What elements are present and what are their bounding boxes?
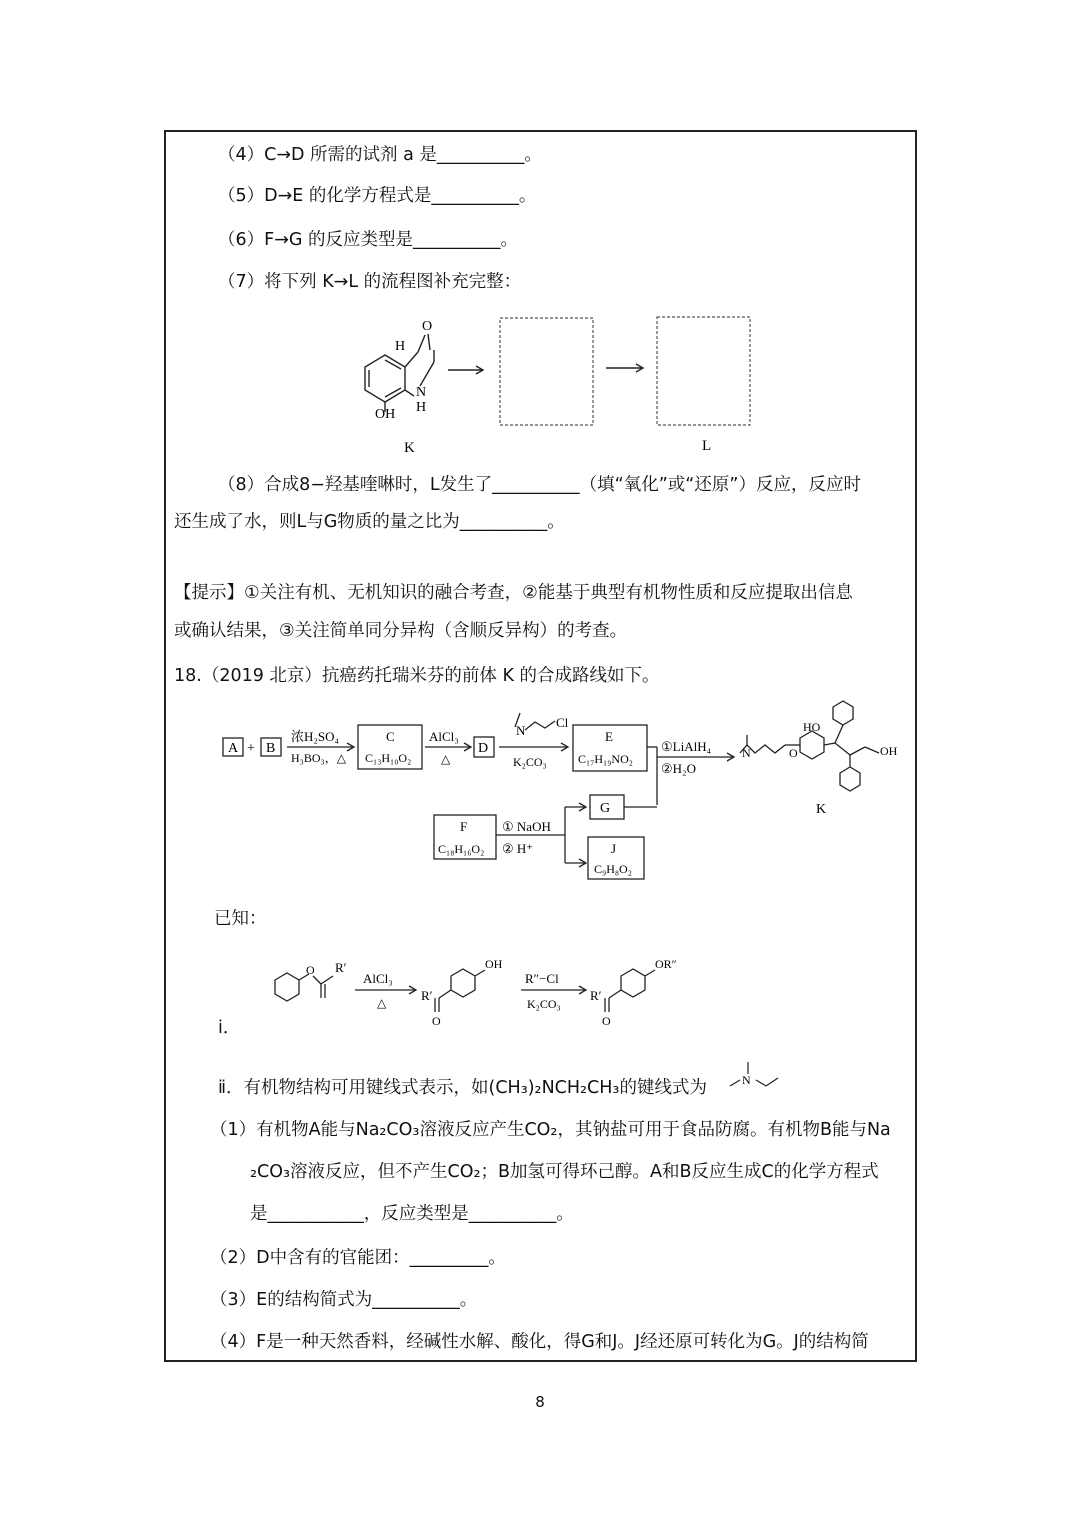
k-atom-n: N xyxy=(416,385,427,400)
known-ii: ⅱ．有机物结构可用键线式表示，如(CH₃)₂NCH₂CH₃的键线式为 xyxy=(218,1078,707,1098)
ki-oh: OH xyxy=(485,957,503,971)
page-number: 8 xyxy=(535,1393,545,1411)
ki-r2: R′ xyxy=(421,988,433,1003)
k-atom-o: O xyxy=(422,319,433,334)
k-atom-oh: OH xyxy=(375,407,396,422)
part-1-line2: ₂CO₃溶液反应，但不产生CO₂；B加氢可得环己醇。A和B反应生成C的化学方程式 xyxy=(250,1162,879,1182)
ki-alcl3: AlCl₃ xyxy=(363,971,393,986)
compound-j-name: J xyxy=(611,841,617,856)
ki-r1: R′ xyxy=(335,960,347,975)
hint-line1: 【提示】①关注有机、无机知识的融合考查，②能基于典型有机物性质和反应提取出信息 xyxy=(174,583,853,603)
question-18-title: 18.（2019 北京）抗癌药托瑞米芬的前体 K 的合成路线如下。 xyxy=(174,666,660,686)
k-to-l-flowchart xyxy=(340,300,790,470)
k-oh: OH xyxy=(880,744,898,758)
known-label: 已知： xyxy=(214,909,267,929)
known-reaction-i xyxy=(255,950,715,1035)
ki-o1: O xyxy=(306,963,315,977)
l-label: L xyxy=(702,438,712,454)
k-atom-nh: H xyxy=(416,400,427,415)
compound-g: G xyxy=(600,801,611,816)
k-o: O xyxy=(789,746,798,760)
ki-k2co3: K₂CO₃ xyxy=(527,997,561,1011)
skeletal-n: N xyxy=(742,1073,751,1087)
reagent4-top: ①LiAlH₄ xyxy=(661,739,712,754)
reagent5-top: ① NaOH xyxy=(502,819,551,834)
empty-box-1 xyxy=(500,318,593,425)
reagent1-top: 浓H₂SO₄ xyxy=(291,729,340,744)
skeletal-formula-example xyxy=(728,1060,784,1094)
compound-f-formula: C₁₈H₁₆O₂ xyxy=(438,842,485,856)
k-ho: HO xyxy=(803,720,821,734)
reagent1-bot: H₃BO₃，△ xyxy=(291,751,346,765)
part-4: （4）F是一种天然香料，经碱性水解、酸化，得G和J。J经还原可转化为G。J的结构简 xyxy=(210,1332,869,1352)
compound-c-name: C xyxy=(386,729,395,744)
compound-e-formula: C₁₇H₁₉NO₂ xyxy=(578,752,633,766)
reagent3-cl: Cl xyxy=(556,715,569,730)
question-6: （6）F→G 的反应类型是__________。 xyxy=(218,230,518,250)
known-i-label: i． xyxy=(218,1018,241,1038)
reagent2-top: AlCl₃ xyxy=(429,729,459,744)
part-2: （2）D中含有的官能团：_________。 xyxy=(210,1248,506,1268)
scheme-plus: + xyxy=(247,741,255,756)
question-7: （7）将下列 K→L 的流程图补充完整： xyxy=(218,272,522,292)
ki-rcl: R″−Cl xyxy=(525,971,559,986)
reagent2-bot: △ xyxy=(441,752,451,766)
ki-o3: O xyxy=(602,1014,611,1028)
ki-delta: △ xyxy=(377,996,387,1010)
synthesis-scheme xyxy=(215,695,915,890)
scheme-k-label: K xyxy=(816,802,827,817)
reagent4-bot: ②H₂O xyxy=(661,761,696,776)
part-1-line3: 是___________，反应类型是__________。 xyxy=(250,1204,574,1224)
question-4: （4）C→D 所需的试剂 a 是__________。 xyxy=(218,145,542,165)
hint-line2: 或确认结果，③关注简单同分异构（含顺反异构）的考查。 xyxy=(174,621,628,641)
compound-c-formula: C₁₃H₁₀O₂ xyxy=(365,751,412,765)
compound-f-name: F xyxy=(460,819,468,834)
compound-e-name: E xyxy=(605,729,613,744)
scheme-b: B xyxy=(266,741,276,756)
part-3: （3）E的结构简式为__________。 xyxy=(210,1290,478,1310)
compound-j-formula: C₉H₈O₂ xyxy=(594,862,632,876)
ki-r3: R′ xyxy=(590,988,602,1003)
reagent3-bot: K₂CO₃ xyxy=(513,755,547,769)
question-5: （5）D→E 的化学方程式是__________。 xyxy=(218,186,537,206)
part-1-line1: （1）有机物A能与Na₂CO₃溶液反应产生CO₂，其钠盐可用于食品防腐。有机物B能与Na xyxy=(210,1120,891,1140)
k-n: N xyxy=(742,746,751,760)
reagent5-bot: ② H⁺ xyxy=(502,841,534,856)
compound-d: D xyxy=(478,741,489,756)
ki-or: OR″ xyxy=(655,957,677,971)
k-atom-h: H xyxy=(395,339,406,354)
question-8-line1: （8）合成8−羟基喹啉时，L发生了__________（填“氧化”或“还原”）反应，反应时 xyxy=(218,475,861,495)
scheme-a: A xyxy=(228,741,239,756)
k-label: K xyxy=(404,440,415,456)
ki-o2: O xyxy=(432,1014,441,1028)
reagent3-n: N xyxy=(516,723,526,738)
question-8-line2: 还生成了水，则L与G物质的量之比为__________。 xyxy=(174,512,565,532)
empty-box-2 xyxy=(657,317,750,425)
